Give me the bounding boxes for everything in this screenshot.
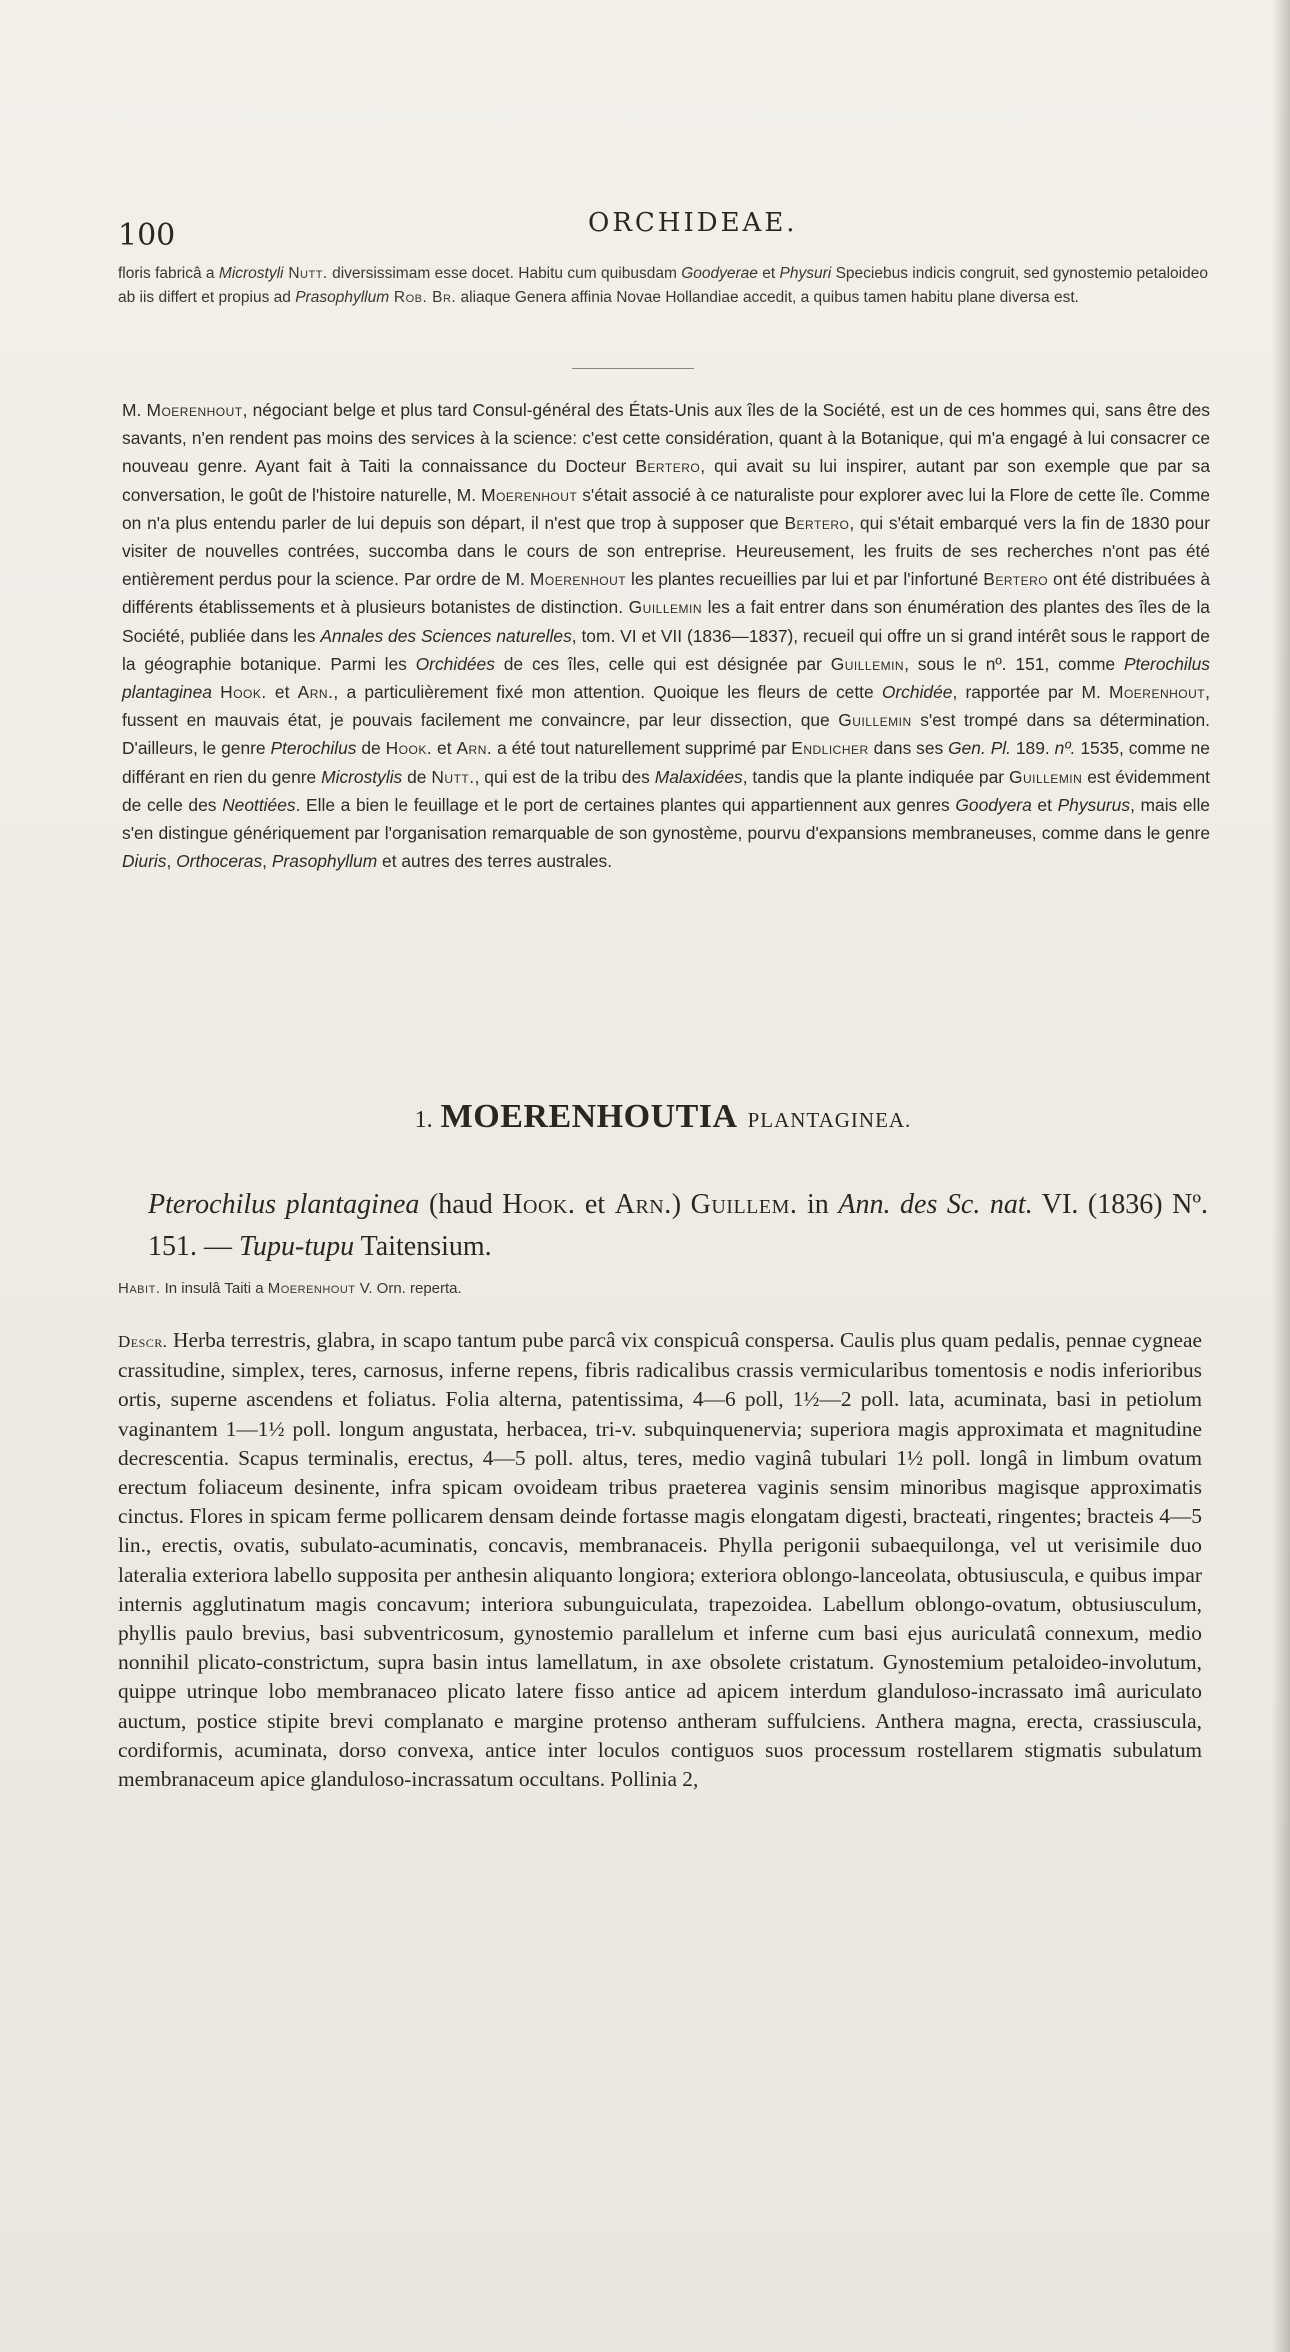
habitat-line	[118, 1280, 1208, 1297]
text-run: (haud	[419, 1189, 503, 1220]
running-title: ORCHIDEAE.	[588, 208, 798, 238]
text-run: aliaque Genera affinia Novae Hollandiae accedit, a quibus tamen habitu plane diversa est.	[456, 289, 1079, 306]
person-name: Bertero	[983, 569, 1049, 590]
author-abbrev: Rob. Br.	[389, 289, 457, 306]
work-title: Gen. Pl.	[948, 738, 1011, 759]
text-run: et	[432, 738, 457, 759]
author-abbrev: Nutt.	[431, 766, 475, 787]
text-run: s'est trompé dans sa détermination. D'ailleurs, le genre	[122, 710, 1210, 759]
text-run: et	[1031, 794, 1058, 815]
person-name: Moerenhout	[267, 1280, 356, 1297]
person-name: Moerenhout	[529, 569, 627, 590]
taxon-name: Physuri	[779, 265, 832, 282]
text-run: , rapportée par M.	[952, 682, 1109, 703]
page-number: 100	[118, 218, 176, 253]
person-name: Bertero	[635, 456, 701, 477]
taxon-name: Pterochilus plantaginea	[122, 653, 1210, 703]
person-name: Guillemin	[628, 597, 703, 618]
text-run: et autres des terres australes.	[377, 851, 613, 872]
person-name: Guillemin	[838, 710, 912, 731]
text-run: , fussent en mauvais état, je pouvais facilement me convaincre, par leur dissection, que	[122, 682, 1210, 731]
person-name: Guillemin	[830, 653, 905, 674]
genus-name: MOERENHOUTIA	[440, 1098, 738, 1135]
scan-shadow	[1272, 0, 1290, 2352]
text-run: , sous le nº. 151, comme	[904, 653, 1124, 674]
text-run: Speciebus indicis congruit, sed gynostemio petaloideo ab iis differt et propius ad	[118, 265, 1208, 306]
author-abbrev: Guillem.	[690, 1189, 798, 1220]
person-name: Endlicher	[791, 738, 869, 759]
taxon-name: Malaxidées	[654, 766, 743, 787]
species-epithet: PLANTAGINEA.	[747, 1108, 912, 1132]
text-run: est évidemment de celle des	[122, 766, 1210, 815]
taxon-name: Goodyerae	[681, 265, 758, 282]
taxon-name: Orthoceras	[176, 851, 263, 872]
text-run: de	[356, 738, 386, 759]
author-abbrev: Arn.	[297, 682, 334, 703]
taxon-name: Microstyli	[218, 265, 284, 282]
taxon-name: Orchidée	[881, 682, 953, 703]
text-run: les plantes recueillies par lui et par l'infortuné	[626, 569, 984, 590]
text-run: ,	[262, 851, 272, 872]
description-text: Herba terrestris, glabra, in scapo tantum pube parcâ vix conspicuâ conspersa. Caulis plus quam pedalis, pennae cygneae crassitudine, simplex, teres, carnosus, inferne repens, fibris radicalibus crassis vermicularibus tomentosis e nodis inferioribus ortis, superne ascendens et foliatus. Folia alterna, patentissima, 4—6 poll, 1½—2 poll. lata, acuminata, basi in petiolum vaginantem 1—1½ poll. longum angustata, herbacea, tri-v. subquinquenervia; superiora magis approximata et magnitudine decrescentia. Scapus terminalis, erectus, 4—5 poll. altus, teres, medio vaginâ tubulari 1½ poll. longâ in limbum ovatum erectum foliaceum desinente, infra spicam ovoideam tribus praeterea vaginis sensim minoribus magisque approximatis cinctus. Flores in spicam ferme pollicarem densam deinde fortasse magis elongatam digesti, bracteati, ringentes; bracteis 4—5 lin., erectis, ovatis, subulato-acuminatis, concavis, membranaceis. Phylla perigonii subaequilonga, vel ut verisimile duo lateralia exteriora labello supposita per anthesin aliquanto longiora; exteriora oblongo-lanceolata, obtusiuscula, e quibus impar internis agglutinatum magis concavum; interiora subunguiculata, trapezoidea. Labellum oblongo-ovatum, obtusiusculum, phyllis paulo brevius, basi subventricosum, gynostemio parallelum et inferne cum basi ejus auriculatâ connexum, medio nonnihil plicato-constrictum, supra basin intus lamellatum, in axe obsolete cristatum. Gynostemium petaloideo-involutum, quippe utrinque lobo membranaceo plicato latere fisso antice ad apicem interdum glanduloso-incrassato imâ auriculato auctum, postice stipite brevi complanato e margine protenso antheram suffulciens. Anthera magna, erecta, crassiuscula, cordiformis, acuminata, dorso convexa, antice inter loculos contiguos suos processum rostellarem stigmatis subulatum membranaceum apice glanduloso-incrassatum occultans. Pollinia 2,	[118, 1328, 1202, 1792]
synonymy	[148, 1184, 1208, 1268]
text-run: 1535, comme ne différant en rien du genre	[122, 738, 1210, 787]
taxon-name: Prasophyllum	[295, 289, 390, 306]
text-run: et	[757, 265, 780, 282]
text-run: V. Orn. reperta.	[355, 1280, 462, 1297]
page-header	[118, 208, 1208, 253]
text-run: ont été distribuées à différents établissements et à plusieurs botanistes de distinction.	[122, 569, 1210, 618]
text-run: nº.	[1054, 738, 1076, 759]
text-run	[212, 682, 220, 702]
author-abbrev: Nutt.	[283, 265, 328, 282]
habitat-label: Habit.	[118, 1280, 161, 1297]
person-name: Moerenhout	[146, 400, 243, 420]
species-heading	[118, 1098, 1208, 1136]
author-abbrev: Hook.	[385, 738, 433, 759]
person-name: Moerenhout	[481, 484, 578, 505]
species-number: 1.	[414, 1107, 433, 1133]
text-run: de ces îles, celle qui est désignée par	[494, 653, 831, 674]
text-run: et	[266, 682, 298, 703]
taxon-name: Prasophyllum	[271, 851, 378, 872]
text-run: 189.	[1010, 738, 1055, 759]
description-paragraph	[118, 1326, 1202, 1794]
text-run: diversissimam esse docet. Habitu cum quibusdam	[327, 265, 682, 282]
text-run: Taitensium.	[354, 1231, 492, 1262]
author-abbrev: Hook.	[502, 1189, 576, 1220]
taxon-name: Microstylis	[321, 766, 403, 787]
intro-paragraph	[118, 262, 1208, 310]
text-run: a été tout naturellement supprimé par	[492, 738, 792, 759]
text-run: , qui est de la tribu des	[474, 766, 655, 787]
taxon-name: Pterochilus plantaginea	[148, 1189, 420, 1220]
person-name: Bertero	[784, 512, 850, 533]
text-run: in	[797, 1189, 839, 1220]
text-run: dans ses	[868, 738, 949, 759]
text-run: , qui s'était embarqué vers la fin de 1830 pour visiter de nouvelles contrées, succomba dans le cours de son entreprise. Heureusement, les fruits de ses recherches n'ont pas été entièrement perdus pour la science. Par ordre de M.	[122, 512, 1210, 590]
description-label: Descr.	[118, 1332, 168, 1351]
taxon-name: Neottiées	[222, 794, 296, 815]
journal-title: Ann. des Sc. nat.	[838, 1189, 1033, 1220]
text-run: de	[402, 766, 432, 787]
text-run: floris fabricâ a	[118, 265, 219, 282]
text-run: ,	[166, 851, 177, 872]
person-name: Guillemin	[1008, 766, 1083, 787]
history-paragraph	[122, 396, 1210, 875]
text-run: , mais elle s'en distingue génériquement par l'organisation remarquable de son gynostème, pourvu d'expansions membraneuses, comme dans le genre	[122, 794, 1210, 844]
text-run: , a particulièrement fixé mon attention. Quoique les fleurs de cette	[333, 682, 882, 703]
author-abbrev: Hook.	[220, 682, 267, 703]
taxon-name: Pterochilus	[270, 738, 357, 759]
journal-title: Annales des Sciences naturelles	[320, 625, 572, 646]
text-run: , qui avait su lui inspirer, autant par son exemple que par sa conversation, le goût de l'histoire naturelle, M.	[122, 456, 1211, 505]
taxon-name: Orchidées	[415, 653, 495, 674]
text-run: M.	[122, 400, 147, 420]
text-run: , négociant belge et plus tard Consul-général des États-Unis aux îles de la Société, est un de ces hommes qui, sans être des savants, n'en rendent pas moins des services à la science: c'est cette considération, quant à la Botanique, qui m'a engagé à lui consacrer ce nouveau genre. Ayant fait à Taiti la connaissance du Docteur	[122, 400, 1210, 477]
taxon-name: Physurus	[1057, 794, 1131, 815]
text-run: les a fait entrer dans son énumération des plantes des îles de la Société, publiée dans les	[122, 597, 1210, 646]
text-run: . Elle a bien le feuillage et le port de certaines plantes qui appartiennent aux genres	[295, 794, 956, 815]
text-run: et	[575, 1189, 615, 1220]
text-run: In insulâ Taiti a	[160, 1280, 268, 1297]
text-run: s'était associé à ce naturaliste pour explorer avec lui la Flore de cette île. Comme on n'a plus entendu parler de lui depuis son départ, il n'est que trop à supposer que	[122, 484, 1210, 533]
text-run: , tandis que la plante indiquée par	[742, 766, 1009, 787]
text-run: VI. (1836) Nº. 151. —	[148, 1189, 1209, 1262]
text-run: , tom. VI et VII (1836—1837), recueil qui offre un si grand intérêt sous le rapport de la géographie botanique. Parmi les	[122, 625, 1210, 674]
author-abbrev: Arn.	[456, 738, 493, 759]
section-divider	[572, 368, 694, 369]
text-run: )	[671, 1189, 691, 1220]
author-abbrev: Arn.	[614, 1189, 672, 1220]
taxon-name: Diuris	[122, 851, 167, 872]
vernacular-name: Tupu-tupu	[239, 1231, 355, 1262]
person-name: Moerenhout	[1108, 682, 1206, 703]
taxon-name: Goodyera	[955, 794, 1032, 815]
